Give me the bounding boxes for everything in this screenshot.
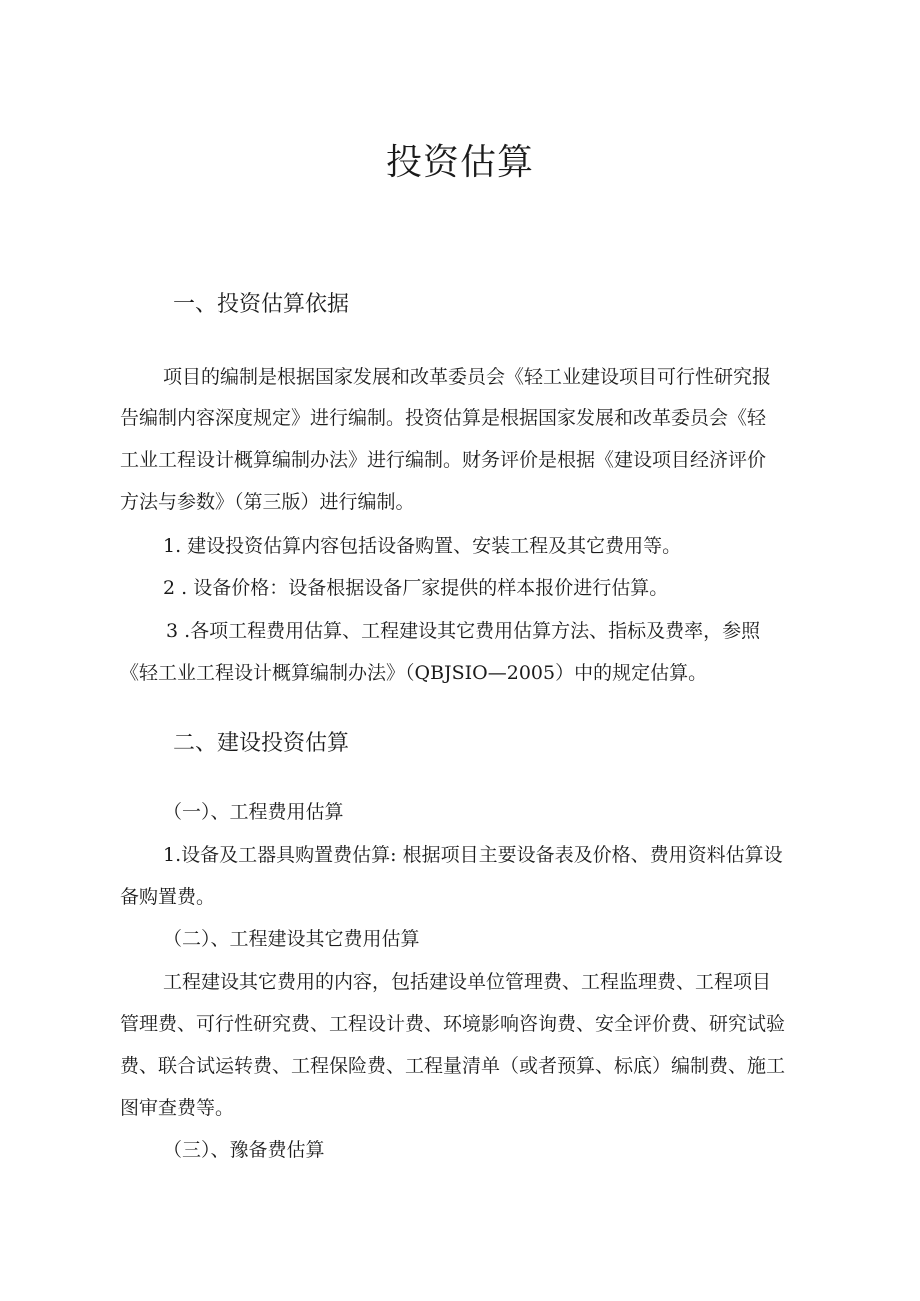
paragraph-line: 管理费、可行性研究费、工程设计费、环境影响咨询费、安全评价费、研究试验 [120, 1013, 786, 1035]
paragraph-line: 告编制内容深度规定》进行编制。投资估算是根据国家发展和改革委员会《轻 [120, 407, 767, 429]
subsection-heading: （二）、工程建设其它费用估算 [163, 928, 420, 950]
subsection-heading: （一）、工程费用估算 [163, 801, 344, 823]
paragraph-line: 图审查费等。 [120, 1097, 235, 1119]
paragraph-line: 方法与参数》（第三版）进行编制。 [120, 491, 415, 513]
paragraph-line: 费、联合试运转费、工程保险费、工程量清单（或者预算、标底）编制费、施工 [120, 1055, 786, 1077]
paragraph-line: 1.设备及工器具购置费估算: 根据项目主要设备表及价格、费用资料估算设 [163, 844, 783, 866]
list-item: 《轻工业工程设计概算编制办法》（QBJSIO—2005）中的规定估算。 [120, 662, 708, 684]
section-heading-basis: 一、投资估算依据 [173, 292, 350, 317]
paragraph-line: 工业工程设计概算编制办法》进行编制。财务评价是根据《建设项目经济评价 [120, 449, 767, 471]
paragraph-line: 项目的编制是根据国家发展和改革委员会《轻工业建设项目可行性研究报 [163, 366, 772, 388]
list-item: 2 . 设备价格：设备根据设备厂家提供的样本报价进行估算。 [163, 577, 669, 599]
list-item: 3 .各项工程费用估算、工程建设其它费用估算方法、指标及费率，参照 [166, 620, 761, 642]
paragraph-line: 备购置费。 [120, 886, 216, 908]
list-item: 1. 建设投资估算内容包括设备购置、安装工程及其它费用等。 [163, 535, 682, 557]
paragraph-line: 工程建设其它费用的内容，包括建设单位管理费、工程监理费、工程项目 [163, 971, 772, 993]
page-title: 投资估算 [385, 142, 534, 183]
section-heading-investment: 二、建设投资估算 [173, 731, 350, 756]
subsection-heading: （三）、豫备费估算 [163, 1139, 325, 1161]
